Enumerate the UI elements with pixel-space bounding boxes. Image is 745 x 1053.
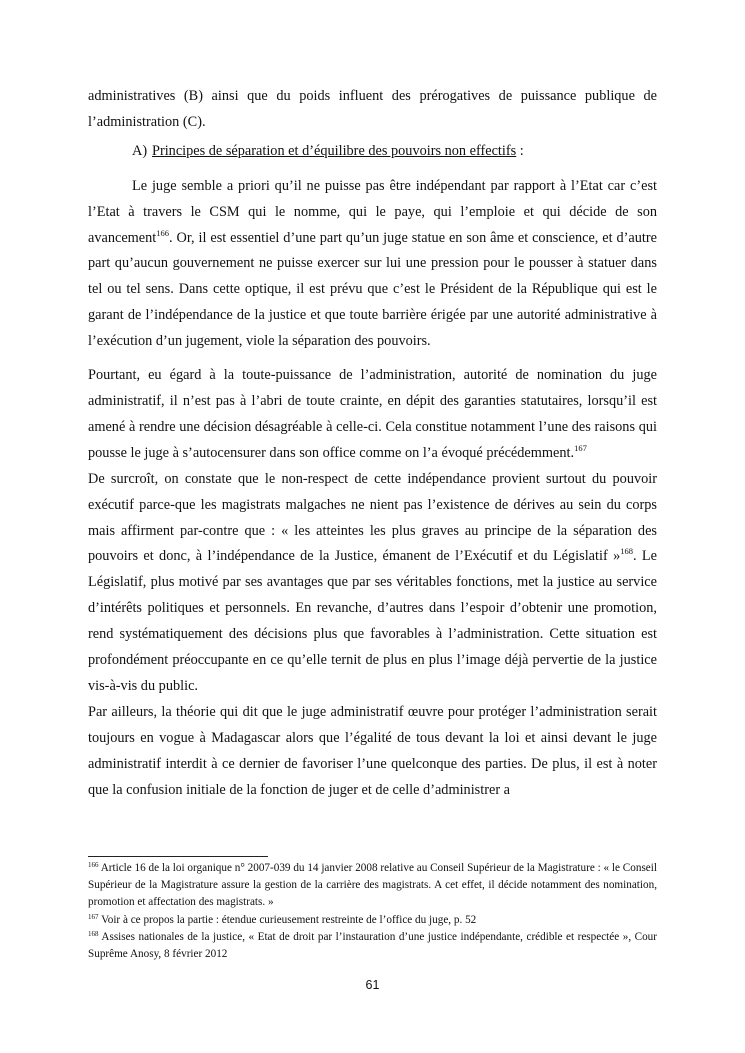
footnote-text: Article 16 de la loi organique n° 2007-039 du 14 janvier 2008 relative au Conseil Supérieur de la Magistrature : « le Conseil Supérieur de la Magistrature assure la gestion de la carrière des magistrats. A cet effet, il décide notamment des nomination, promotion et affectation des magistrats. » [88,862,657,909]
footnotes [88,860,657,963]
body-text [88,84,657,803]
paragraph-text: Le juge semble a priori qu’il ne puisse pas être indépendant par rapport à l’Etat car c’est l’Etat à travers le CSM qui le nomme, qui le paye, qui l’emploie et qui décide de son avancement [88,177,657,246]
footnote-divider [88,856,268,857]
footnote-ref-167[interactable]: 167 [574,442,587,453]
paragraph-intro [88,84,657,136]
section-label: A) [132,142,148,159]
footnote-ref-168[interactable]: 168 [620,546,633,557]
section-suffix: : [516,142,524,159]
section-title: Principes de séparation et d’équilibre des pouvoirs non effectifs [152,142,517,159]
paragraph-text: De surcroît, on constate que le non-respect de cette indépendance provient surtout du pouvoir exécutif parce-que les magistrats malgaches ne nient pas l’existence de dérives au sein du corps mais affirment par-contre que : « les atteintes les plus graves au principe de la séparation des pouvoirs et donc, à l’indépendance de la Justice, émanent de l’Exécutif et du Législatif » [88,470,657,565]
footnote-168 [88,929,657,963]
paragraph-surcroit [88,467,657,700]
paragraph-independence [88,174,657,355]
section-heading [88,139,657,165]
paragraph-text: Pourtant, eu égard à la toute-puissance de l’administration, autorité de nomination du juge administratif, il n’est pas à l’abri de toute crainte, en dépit des garanties statutaires, lorsqu’il est amené à rendre une décision désagréable à celle-ci. Cela constitue notamment l’une des raisons qui pousse le juge à s’autocensurer dans son office comme on l’a évoqué précédemment. [88,367,657,461]
paragraph-text: . Or, il est essentiel d’une part qu’un juge statue en son âme et conscience, et d’autre part qu’aucun gouvernement ne puisse exercer sur lui une pression pour le pousser à statuer dans tel ou tel sens. Dans cette optique, il est prévu que c’est le Président de la République qui est le garant de l’indépendance de la justice et que toute barrière érigée par une autorité administrative à l’exécution d’un jugement, viole la séparation des pouvoirs. [88,229,657,350]
footnote-number: 168 [88,929,99,938]
paragraph-text: . Le Législatif, plus motivé par ses avantages que par ses véritables fonctions, met la justice au service d’intérêts politiques et personnels. En revanche, d’autres dans l’espoir d’obtenir une promotion, rend systématiquement des décisions plus que favorables à l’administration. Cette situation est profondément préoccupante en ce qu’elle ternit de plus en plus l’image déjà pervertie de la justice vis-à-vis du public. [88,548,658,694]
footnote-166 [88,860,657,912]
footnote-ref-166[interactable]: 166 [156,227,170,238]
footnote-number: 166 [88,861,99,869]
footnote-text: Assises nationales de la justice, « Etat de droit par l’instauration d’une justice indépendante, crédible et respectée », Cour Suprême Anosy, 8 février 2012 [88,930,657,961]
paragraph-ailleurs [88,700,657,804]
footnote-number: 167 [88,912,99,921]
paragraph-pourtant [88,363,657,467]
page-number: 61 [365,978,380,992]
paragraph-text: administratives (B) ainsi que du poids influent des prérogatives de puissance publique de l’administration (C). [88,88,657,130]
footnote-text: Voir à ce propos la partie : étendue curieusement restreinte de l’office du juge, p. 52 [98,913,477,926]
footnote-167 [88,912,657,929]
paragraph-text: Par ailleurs, la théorie qui dit que le juge administratif œuvre pour protéger l’administration serait toujours en vogue à Madagascar alors que l’égalité de tous devant la loi et ainsi devant le juge administratif interdit à ce dernier de favoriser l’une quelconque des parties. De plus, il est à noter que la confusion initiale de la fonction de juger et de celle d’administrer a [88,703,657,798]
